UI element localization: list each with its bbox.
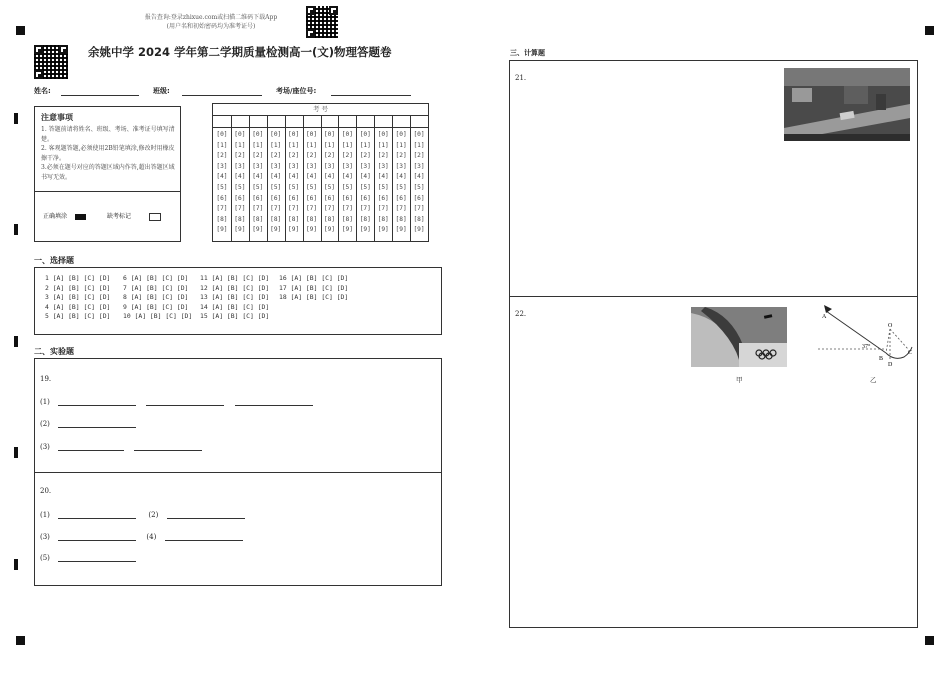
exam-digit-bubble[interactable]: [5] [305,183,318,191]
exam-number-column[interactable] [249,130,267,236]
choice-question-row[interactable]: 11 [A] [B] [C] [D] [200,274,270,282]
timing-mark [14,447,18,458]
exam-digit-bubble[interactable]: [4] [341,173,353,181]
exam-digit-bubble[interactable]: [8] [288,215,300,223]
choice-question-row[interactable]: 17 [A] [B] [C] [D] [279,283,349,292]
choice-question-row[interactable]: 9 [A] [B] [C] [D] [123,302,189,311]
exam-digit-bubble[interactable]: [9] [341,226,353,234]
q22-number: 22. [515,310,527,318]
exam-digit-bubble[interactable]: [7] [252,205,264,213]
exam-digit-bubble[interactable]: [1] [323,141,336,149]
q19-part-1[interactable] [40,396,313,406]
name-field[interactable] [34,86,139,96]
exam-digit-bubble[interactable]: [6] [341,194,353,202]
exam-digit-bubble[interactable]: [7] [234,205,246,213]
class-field[interactable] [153,86,262,96]
choice-question-row[interactable]: 8 [A] [B] [C] [D] [123,293,189,302]
exam-digit-bubble[interactable]: [2] [341,152,353,160]
exam-digit-bubble[interactable]: [9] [323,226,336,234]
choice-column [45,274,110,322]
exam-digit-bubble[interactable]: [0] [395,131,407,138]
choice-question-row[interactable]: 5 [A] [B] [C] [D] [45,312,111,321]
exam-digit-bubble[interactable]: [0] [252,131,264,138]
exam-digit-bubble[interactable]: [0] [377,131,389,138]
absent-mark-sample [107,211,161,221]
exam-digit-bubble[interactable]: [0] [234,131,246,138]
exam-digit-bubble[interactable]: [1] [413,141,425,149]
q19-part-2-label: (2) [40,420,50,428]
exam-digit-bubble[interactable]: [2] [377,152,389,160]
choice-question-row[interactable]: 3 [A] [B] [C] [D] [45,293,111,302]
experiment-section-title: 二、实验题 [34,347,74,356]
exam-digit-bubble[interactable]: [1] [216,141,228,149]
exam-digit-bubble[interactable]: [7] [323,205,336,213]
exam-digit-bubble[interactable]: [9] [270,226,282,234]
choice-question-row[interactable]: 10 [A] [B] [C] [D] [123,312,193,321]
exam-digit-bubble[interactable]: [1] [395,141,407,149]
choice-question-row[interactable]: 1 [A] [B] [C] [D] [45,274,111,282]
calc-answer-area[interactable] [509,60,918,628]
exam-digit-bubble[interactable]: [4] [359,173,371,181]
exam-digit-bubble[interactable]: [5] [341,183,353,191]
exam-digit-bubble[interactable]: [6] [216,194,228,202]
exam-digit-bubble[interactable]: [7] [341,205,353,213]
exam-digit-bubble[interactable]: [8] [216,215,228,223]
exam-number-column[interactable] [231,130,249,236]
exam-digit-bubble[interactable]: [6] [270,194,282,202]
exam-digit-bubble[interactable]: [4] [234,173,246,181]
q20-part-3-label: (3) [40,533,50,541]
exam-digit-bubble[interactable]: [9] [234,226,246,234]
exam-digit-bubble[interactable]: [2] [288,152,300,160]
exam-digit-bubble[interactable]: [5] [395,183,407,191]
exam-number-column[interactable] [338,130,356,236]
exam-digit-bubble[interactable]: [3] [413,162,425,170]
exam-digit-bubble[interactable]: [0] [323,131,336,138]
q20-number: 20. [40,487,52,495]
exam-number-grid [212,103,429,242]
q21-number: 21. [515,74,527,82]
exam-digit-bubble[interactable]: [2] [359,152,371,160]
exam-digit-bubble[interactable]: [4] [216,173,228,181]
exam-digit-bubble[interactable]: [2] [395,152,407,160]
exam-digit-bubble[interactable]: [4] [252,173,264,181]
q19-part-3-label: (3) [40,443,50,451]
exam-digit-bubble[interactable]: [1] [305,141,318,149]
exam-digit-bubble[interactable]: [1] [270,141,282,149]
exam-digit-bubble[interactable]: [5] [359,183,371,191]
exam-number-header: 考 号 [213,104,428,116]
exam-digit-bubble[interactable]: [0] [216,131,228,138]
choice-column [200,274,269,322]
notice-list [41,125,175,183]
exam-digit-bubble[interactable]: [6] [395,194,407,202]
exam-digit-bubble[interactable]: [2] [270,152,282,160]
exam-digit-bubble[interactable]: [6] [359,194,371,202]
exam-digit-bubble[interactable]: [6] [377,194,389,202]
exam-digit-bubble[interactable]: [1] [341,141,353,149]
registration-mark [16,26,25,35]
exam-digit-bubble[interactable]: [6] [234,194,246,202]
exam-digit-bubble[interactable]: [5] [288,183,300,191]
exam-number-column[interactable] [303,130,321,236]
exam-digit-bubble[interactable]: [3] [323,162,336,170]
q20-part-2-label: (2) [148,511,159,519]
choice-question-row[interactable]: 14 [A] [B] [C] [D] [200,302,270,311]
exam-digit-bubble[interactable]: [8] [252,215,264,223]
calc-section-title: 三、计算题 [510,49,545,57]
exam-digit-bubble[interactable]: [5] [252,183,264,191]
exam-number-column[interactable] [321,130,339,236]
q20-part-5-label: (5) [40,554,50,562]
exam-digit-bubble[interactable]: [5] [270,183,282,191]
q20-part-5[interactable] [40,552,136,562]
exam-digit-bubble[interactable]: [0] [288,131,300,138]
exam-number-column[interactable] [410,130,428,236]
q20-part-1-label: (1) [40,511,50,519]
exam-digit-bubble[interactable]: [5] [323,183,336,191]
q20-parts-1-2[interactable] [40,509,245,519]
exam-number-column[interactable] [213,130,231,236]
notice-line-2: (用户名和初始密码均为准考证号) [166,23,256,30]
correct-fill-label: 正确填涂 [43,213,68,220]
exam-digit-bubble[interactable]: [7] [413,205,425,213]
exam-digit-bubble[interactable]: [2] [323,152,336,160]
report-query-notice [136,13,286,31]
room-seat-field[interactable] [276,86,411,96]
exam-digit-bubble[interactable]: [3] [359,162,371,170]
choice-question-row[interactable]: 2 [A] [B] [C] [D] [45,283,111,292]
q19-part-3[interactable] [40,441,202,451]
exam-digit-bubble[interactable]: [1] [288,141,300,149]
choice-column [279,274,348,303]
exam-digit-bubble[interactable]: [4] [413,173,425,181]
correct-fill-sample [43,211,86,220]
exam-digit-bubble[interactable]: [0] [359,131,371,138]
exam-digit-bubble[interactable]: [6] [288,194,300,202]
exam-digit-bubble[interactable]: [4] [323,173,336,181]
notice-line-1: 报告查询:登录zhixue.com或扫描二维码下载App [144,14,278,21]
exam-number-column[interactable] [356,130,374,236]
exam-digit-bubble[interactable]: [2] [252,152,264,160]
exam-digit-bubble[interactable]: [6] [305,194,318,202]
q22-angle-label: 37° [862,344,871,350]
exam-digit-bubble[interactable]: [9] [288,226,300,234]
room-seat-label: 考场/座位号: [276,87,317,95]
exam-digit-bubble[interactable]: [8] [305,215,318,223]
exam-digit-bubble[interactable]: [8] [395,215,407,223]
exam-digit-bubble[interactable]: [7] [216,205,228,213]
timing-mark [14,559,18,570]
exam-digit-bubble[interactable]: [2] [234,152,246,160]
exam-digit-bubble[interactable]: [8] [270,215,282,223]
notice-box [34,106,181,242]
q22-label-b: B [879,356,884,362]
choice-question-row[interactable]: 15 [A] [B] [C] [D] [200,312,270,321]
exam-digit-bubble[interactable]: [9] [305,226,318,234]
exam-digit-bubble[interactable]: [1] [234,141,246,149]
q19-number: 19. [40,375,52,383]
q21-conveyor-photo [784,68,910,141]
q19-part-1-label: (1) [40,398,50,406]
exam-digit-bubble[interactable]: [7] [377,205,389,213]
exam-digit-bubble[interactable]: [7] [395,205,407,213]
choice-question-row[interactable]: 18 [A] [B] [C] [D] [279,293,349,302]
exam-digit-bubble[interactable]: [8] [377,215,389,223]
q22-caption-yi: 乙 [870,376,877,384]
exam-digit-bubble[interactable]: [6] [252,194,264,202]
absent-mark-label: 缺考标记 [107,213,132,220]
q22-label-c: C [908,350,913,356]
exam-digit-bubble[interactable]: [9] [377,226,389,234]
exam-digit-bubble[interactable]: [3] [216,162,228,170]
exam-digit-bubble[interactable]: [1] [252,141,264,149]
q20-part-4-label: (4) [146,533,157,541]
exam-digit-bubble[interactable]: [5] [377,183,389,191]
exam-digit-bubble[interactable]: [6] [323,194,336,202]
exam-digit-bubble[interactable]: [9] [413,226,425,234]
exam-digit-bubble[interactable]: [6] [413,194,425,202]
exam-number-column[interactable] [285,130,303,236]
exam-digit-bubble[interactable]: [2] [305,152,318,160]
notice-item: 2. 客观题答题,必须使用2B铅笔填涂,修改时用橡皮擦干净。 [41,145,175,162]
exam-digit-bubble[interactable]: [0] [413,131,425,138]
download-qr-code[interactable] [306,6,338,38]
registration-mark [925,26,934,35]
exam-number-columns[interactable] [213,115,428,241]
timing-mark [14,224,18,235]
student-qr-code [34,45,68,79]
exam-digit-bubble[interactable]: [0] [270,131,282,138]
q22-label-o: O [888,323,893,329]
exam-digit-bubble[interactable]: [8] [341,215,353,223]
choice-columns[interactable] [35,274,441,330]
exam-digit-bubble[interactable]: [7] [288,205,300,213]
q19-part-2[interactable] [40,418,136,428]
exam-digit-bubble[interactable]: [7] [305,205,318,213]
exam-digit-bubble[interactable]: [7] [270,205,282,213]
name-label: 姓名: [34,87,51,95]
timing-mark [14,336,18,347]
exam-digit-bubble[interactable]: [8] [359,215,371,223]
absent-checkbox[interactable] [149,213,161,221]
q22-label-a: A [822,314,827,320]
registration-mark [925,636,934,645]
exam-digit-bubble[interactable]: [9] [216,226,228,234]
class-label: 班级: [153,87,170,95]
exam-digit-bubble[interactable]: [3] [234,162,246,170]
exam-digit-bubble[interactable]: [4] [288,173,300,181]
q22-label-d: D [888,362,893,368]
registration-mark [16,636,25,645]
exam-digit-bubble[interactable]: [3] [288,162,300,170]
exam-digit-bubble[interactable]: [1] [377,141,389,149]
exam-digit-bubble[interactable]: [0] [305,131,318,138]
exam-digit-bubble[interactable]: [8] [234,215,246,223]
exam-digit-bubble[interactable]: [5] [234,183,246,191]
exam-number-column[interactable] [392,130,410,236]
exam-number-column[interactable] [374,130,392,236]
exam-digit-bubble[interactable]: [1] [359,141,371,149]
exam-title: 余姚中学 2024 学年第二学期质量检测高一(文)物理答题卷 [88,45,392,59]
q22-caption-jia: 甲 [736,376,743,384]
exam-digit-bubble[interactable]: [3] [395,162,407,170]
exam-digit-bubble[interactable]: [7] [359,205,371,213]
q22-ski-jump-photo [691,307,787,367]
experiment-answer-area [34,358,442,586]
choice-answer-area [34,267,442,335]
timing-mark [14,113,18,124]
choice-question-row[interactable]: 7 [A] [B] [C] [D] [123,283,189,292]
q22-track-diagram [814,303,914,369]
exam-digit-bubble[interactable]: [0] [341,131,353,138]
exam-digit-bubble[interactable]: [9] [395,226,407,234]
exam-digit-bubble[interactable]: [5] [413,183,425,191]
choice-question-row[interactable]: 13 [A] [B] [C] [D] [200,293,270,302]
exam-digit-bubble[interactable]: [3] [252,162,264,170]
notice-item: 1. 答题前请将姓名、班级、考场、准考证号填写清楚。 [41,126,175,143]
exam-digit-bubble[interactable]: [4] [305,173,318,181]
q20-parts-3-4[interactable] [40,531,243,541]
choice-section-title: 一、选择题 [34,256,74,265]
notice-heading: 注意事项 [41,113,73,122]
exam-digit-bubble[interactable]: [3] [270,162,282,170]
exam-digit-bubble[interactable]: [9] [252,226,264,234]
exam-digit-bubble[interactable]: [2] [413,152,425,160]
exam-digit-bubble[interactable]: [4] [395,173,407,181]
exam-number-column[interactable] [267,130,285,236]
choice-question-row[interactable]: 16 [A] [B] [C] [D] [279,274,349,282]
exam-digit-bubble[interactable]: [3] [341,162,353,170]
notice-item: 3.必须在题号对应的答题区域内作答,超出答题区域书写无效。 [41,164,175,181]
exam-digit-bubble[interactable]: [4] [270,173,282,181]
choice-question-row[interactable]: 4 [A] [B] [C] [D] [45,302,111,311]
exam-digit-bubble[interactable]: [3] [305,162,318,170]
choice-question-row[interactable]: 12 [A] [B] [C] [D] [200,283,270,292]
choice-column [123,274,192,322]
exam-digit-bubble[interactable]: [8] [323,215,336,223]
exam-digit-bubble[interactable]: [8] [413,215,425,223]
exam-digit-bubble[interactable]: [3] [377,162,389,170]
exam-digit-bubble[interactable]: [9] [359,226,371,234]
choice-question-row[interactable]: 6 [A] [B] [C] [D] [123,274,189,282]
exam-digit-bubble[interactable]: [4] [377,173,389,181]
exam-digit-bubble[interactable]: [2] [216,152,228,160]
exam-digit-bubble[interactable]: [5] [216,183,228,191]
